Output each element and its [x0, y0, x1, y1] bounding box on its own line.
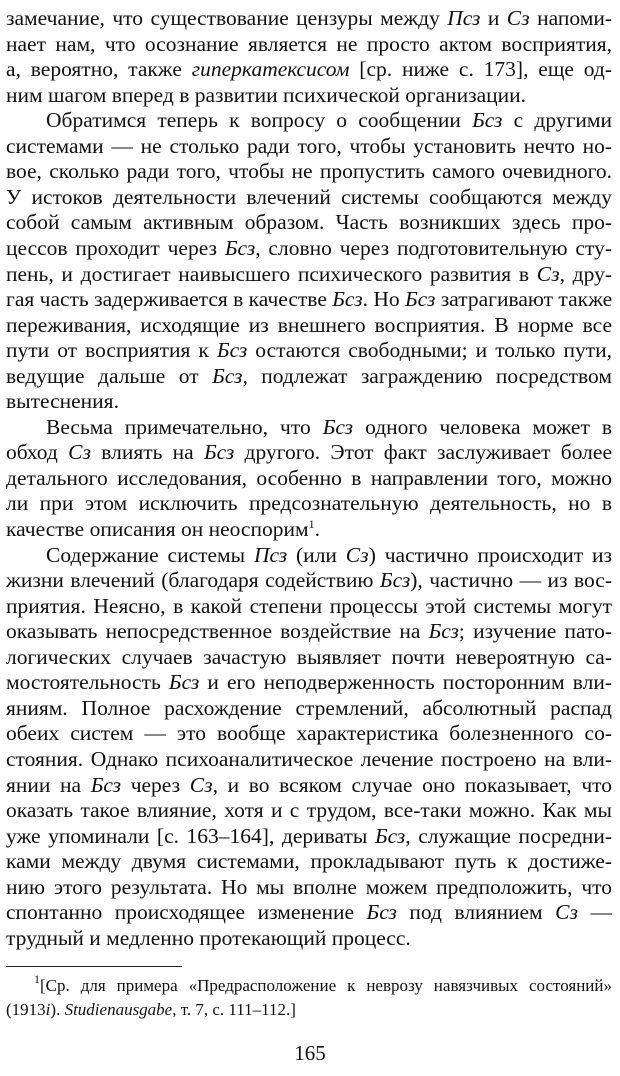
footnote-marker: 1: [308, 517, 315, 531]
italic-term: Бсз: [224, 235, 256, 260]
page-number: 165: [294, 1041, 326, 1065]
text-run: оказывать непосредственное воздействие на: [6, 619, 429, 644]
text-line: [6, 184, 612, 210]
text-run: мостоятельность: [6, 670, 169, 695]
text-run: (или: [287, 542, 346, 567]
text-line: [6, 5, 612, 31]
italic-term: i: [45, 1000, 51, 1019]
text-line: [6, 158, 612, 184]
text-run: оказать такое влияние, хотя и с трудом, все-таки можно. Как мы: [6, 798, 612, 823]
text-run: детального исследования, особенно в направлении того, можно: [6, 465, 612, 490]
text-run: переживания, исходящие из внешнего восприятия. В норме все: [6, 312, 612, 337]
text-run: а, вероятно, также: [6, 57, 192, 82]
text-run: с другими: [502, 108, 613, 133]
text-run: гая часть задерживается в качестве: [6, 287, 333, 312]
text-line: [6, 363, 612, 389]
text-run: другого. Этот факт заслуживает более: [234, 440, 613, 465]
text-run: качестве описания он неоспорим: [6, 517, 309, 541]
text-line: [6, 209, 612, 235]
text-run: замечание, что существование цензуры между: [6, 6, 448, 30]
text-run: вое, сколько ради того, чтобы не пропустить самого очевидного.: [6, 159, 612, 184]
text-line: [6, 465, 612, 491]
text-run: .: [314, 517, 320, 541]
text-run: и: [480, 6, 507, 30]
text-run: , подлежат заграждению посредством: [242, 363, 612, 388]
text-run: ведущие дальше от: [6, 363, 213, 388]
text-run: и его неподверженность посторонним вли-: [199, 670, 612, 695]
text-run: стояния. Однако психоаналитическое лечение построено на вли-: [6, 746, 612, 771]
text-line: [6, 312, 612, 338]
text-run: ).: [50, 1000, 65, 1019]
italic-term: Бсз: [322, 414, 354, 439]
footnote-line: [6, 999, 612, 1021]
text-line: [6, 286, 612, 312]
text-run: одного человека может в: [353, 414, 612, 439]
text-run: цессов проходит через: [6, 235, 225, 260]
text-run: пень, и достигает наивысшего психического развития в: [6, 261, 537, 286]
text-run: Обратимся теперь к вопросу о сообщении: [46, 108, 473, 133]
text-run: остаются свободными; и только пути,: [247, 338, 612, 363]
text-run: влиять на: [91, 440, 204, 465]
text-run: , и во всяком случае оно показывает, что: [212, 772, 612, 797]
footnote-line: [34, 972, 612, 997]
italic-term: Бсз: [212, 363, 243, 388]
text-run: , т. 7, с. 111–112.]: [172, 1000, 296, 1019]
text-run: Весьма примечательно, что: [46, 414, 323, 439]
text-line: [6, 567, 612, 593]
text-run: ) частично происходит из: [368, 542, 612, 567]
text-line: [6, 439, 612, 465]
italic-term: Сз: [506, 6, 530, 30]
italic-term: Бсз: [472, 108, 503, 133]
text-run: напоми-: [529, 6, 612, 30]
text-run: под влиянием: [396, 900, 556, 925]
text-run: ; изучение пато-: [458, 619, 612, 644]
text-line: [6, 797, 612, 823]
text-run: Содержание системы: [46, 542, 254, 567]
text-line: [6, 56, 612, 82]
italic-term: Бсз: [203, 440, 235, 465]
text-run: янии на: [6, 772, 91, 797]
text-line: [6, 669, 612, 695]
footnote-marker: 1: [34, 972, 40, 986]
text-line: [6, 772, 612, 798]
text-run: , служащие посредни-: [405, 823, 612, 848]
text-run: , словно через подготовительную сту-: [255, 235, 612, 260]
text-line: [6, 337, 612, 363]
text-line: [6, 235, 612, 261]
text-line: [6, 848, 612, 874]
italic-term: Бсз: [332, 287, 363, 312]
text-run: [Ср. для примера «Предрасположение к неврозу навязчивых состояний»: [40, 976, 612, 995]
text-run: затрагивают также: [435, 287, 613, 312]
text-line: [6, 133, 612, 159]
text-line: [6, 593, 612, 619]
text-run: (1913: [6, 1000, 46, 1019]
italic-term: Псз: [447, 6, 481, 30]
text-line: [6, 874, 612, 900]
italic-term: Studienausgabe: [64, 1000, 173, 1019]
text-line: [6, 618, 612, 644]
text-run: ), частично — из вос-: [410, 568, 612, 593]
text-line: [6, 490, 612, 516]
text-line: [46, 414, 612, 440]
text-line: [6, 31, 612, 57]
italic-term: Бсз: [216, 338, 248, 363]
text-run: логических случаев зачастую выявляет почти невероятную са-: [6, 644, 612, 669]
text-run: У истоков деятельности влечений системы сообщаются между: [6, 184, 612, 209]
text-line: [6, 261, 612, 287]
text-run: ками между двумя системами, прокладывают путь к достиже-: [6, 849, 612, 874]
text-run: . Но: [362, 287, 405, 312]
text-line: [46, 107, 612, 133]
italic-term: Бсз: [168, 670, 200, 695]
text-run: —: [578, 900, 613, 925]
text-run: уже упоминали [с. 163–164], дериваты: [6, 823, 375, 848]
text-line: [6, 644, 612, 670]
italic-term: Бсз: [405, 287, 436, 312]
text-line: [6, 899, 612, 925]
text-run: яниям. Полное расхождение стремлений, абсолютный распад: [6, 695, 612, 720]
italic-term: Сз: [68, 440, 91, 465]
text-line: [6, 746, 612, 772]
text-line: [6, 720, 612, 746]
text-run: ним шагом вперед в развитии психической организации.: [6, 82, 526, 107]
italic-term: Бсз: [90, 772, 122, 797]
italic-term: Бсз: [374, 823, 406, 848]
text-run: обеих систем — это вообще характеристика болезненного со-: [6, 721, 612, 746]
italic-term: Бсз: [366, 900, 397, 925]
text-run: спонтанно происходящее изменение: [6, 900, 367, 925]
italic-term: Сз: [555, 900, 578, 925]
text-run: приятия. Неясно, в какой степени процессы этой системы могут: [6, 593, 612, 618]
text-run: системами — не столько ради того, чтобы установить нечто но-: [6, 133, 612, 158]
text-line: [6, 388, 612, 414]
text-line: [6, 82, 612, 108]
text-run: трудный и медленно протекающий процесс.: [6, 925, 411, 950]
text-line: [6, 695, 612, 721]
italic-term: Псз: [253, 542, 288, 567]
text-line: [6, 823, 612, 849]
italic-term: гиперкатексисом: [191, 57, 350, 82]
italic-term: Сз: [345, 542, 369, 567]
text-run: собой самым активным образом. Часть возникших здесь про-: [6, 210, 612, 235]
italic-term: Сз: [189, 772, 213, 797]
text-line: [6, 925, 612, 951]
text-run: нает нам, что осознание является не просто актом восприятия,: [6, 31, 612, 56]
text-run: жизни влечений (благодаря содействию: [6, 568, 380, 593]
text-line: [46, 542, 612, 568]
text-run: нию этого результата. Но мы вполне можем предположить, что: [6, 874, 612, 899]
italic-term: Бсз: [379, 568, 411, 593]
text-run: пути от восприятия к: [6, 338, 217, 363]
italic-term: Сз: [536, 261, 560, 286]
text-run: вытеснения.: [6, 389, 119, 414]
text-run: [ср. ниже с. 173], еще од-: [349, 57, 612, 82]
text-run: обход: [6, 440, 69, 465]
text-run: через: [121, 772, 190, 797]
italic-term: Бсз: [428, 619, 459, 644]
text-run: ли при этом исключить предсознательную деятельность, но в: [6, 491, 612, 516]
text-run: , дру-: [559, 261, 612, 286]
footnote-separator: [6, 966, 182, 967]
text-line: [6, 516, 612, 542]
